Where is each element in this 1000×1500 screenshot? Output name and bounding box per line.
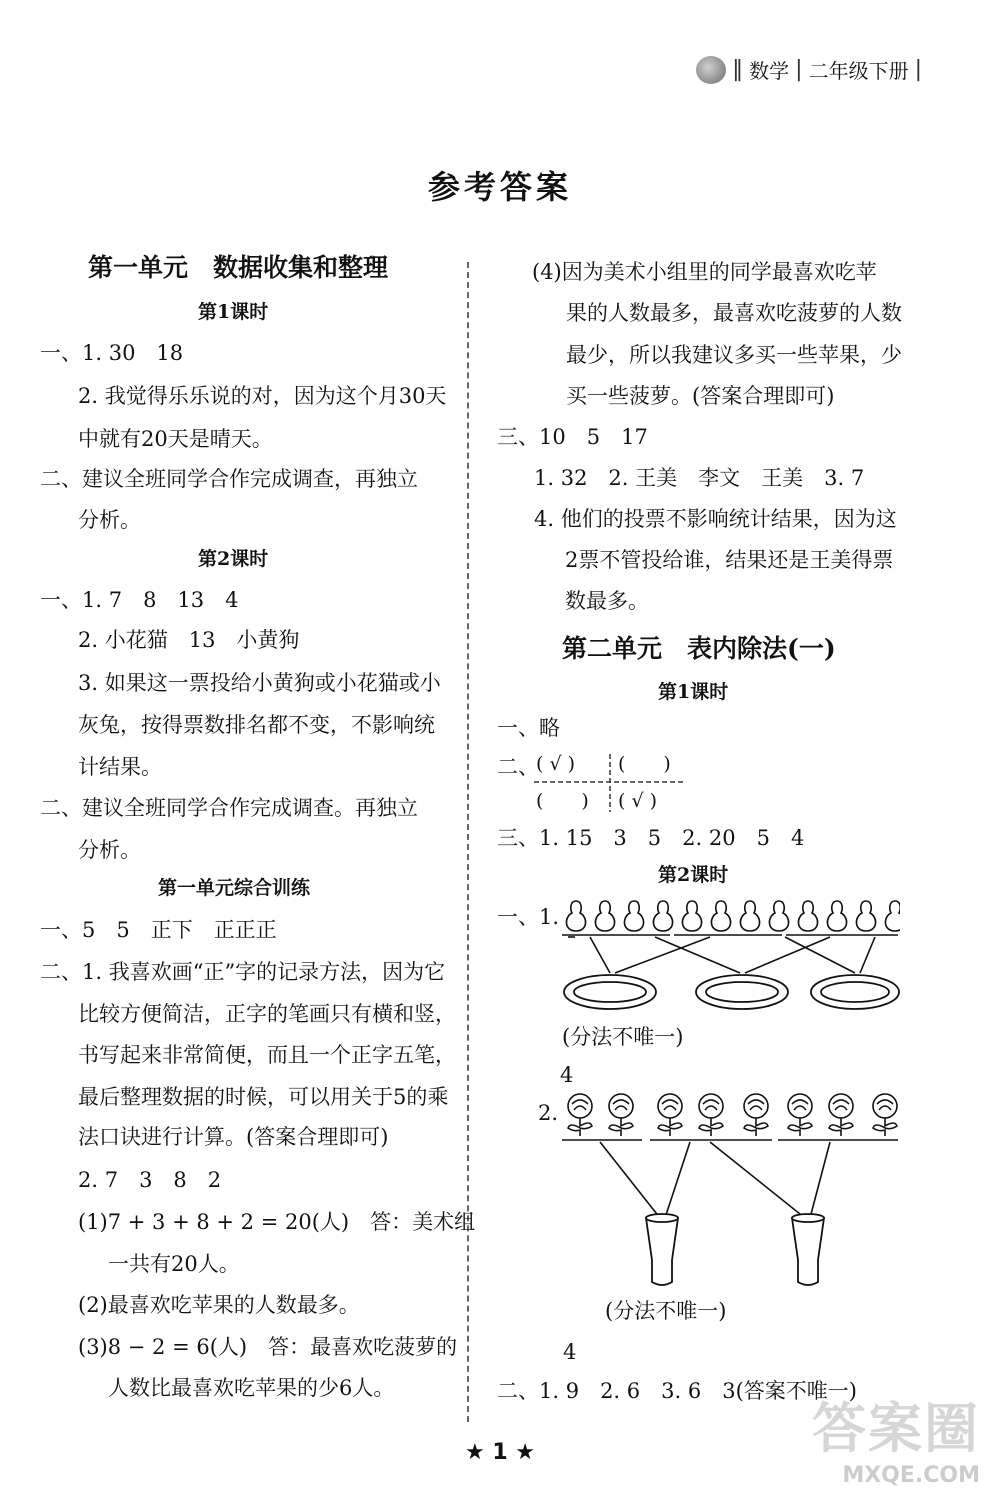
rose-icon (699, 1094, 723, 1136)
diagram-number: 4 (563, 1340, 577, 1364)
answer-line: 一、1. (497, 905, 560, 929)
answer-line: 2票不管投给谁，结果还是王美得票 (565, 548, 894, 572)
answer-line: 1. 32 2. 王美 李文 王美 3. 7 (534, 466, 865, 490)
box-bottom-right: ( √ ) (618, 790, 658, 812)
diagram-note: (分法不唯一) (562, 1025, 684, 1049)
answer-line: 果的人数最多，最喜欢吃菠萝的人数 (566, 301, 902, 325)
answer-line: 二、建议全班同学合作完成调查。再独立 (40, 796, 418, 820)
rose-icon (873, 1094, 897, 1136)
answer-line: 书写起来非常简便，而且一个正字五笔， (78, 1043, 456, 1067)
pear-icon (740, 901, 759, 931)
answer-line: 分析。 (78, 838, 141, 862)
pear-icon (856, 901, 875, 931)
column-divider (467, 262, 469, 1422)
answer-line: 灰兔，按得票数排名都不变，不影响统 (78, 713, 435, 737)
answer-line: (3)8 − 2 = 6(人) 答：最喜欢吃菠萝的 (78, 1335, 458, 1359)
answer-line: 二、 (497, 755, 539, 779)
answer-line: 买一些菠萝。(答案合理即可) (566, 384, 835, 408)
page-number: ★ 1 ★ (464, 1440, 536, 1465)
diagram-note: (分法不唯一) (605, 1299, 727, 1323)
rose-icon (744, 1094, 768, 1136)
diagram-number: 4 (560, 1063, 574, 1087)
watermark-logo: 答案圈 MXQE.COM (812, 1397, 980, 1488)
answer-line: 4. 他们的投票不影响统计结果，因为这 (534, 507, 897, 531)
answer-line: 一共有20人。 (108, 1252, 240, 1276)
answer-grid-icon (530, 752, 690, 814)
pear-icon (769, 901, 788, 931)
unit2-title: 第二单元 表内除法(一) (562, 634, 836, 663)
answer-line: 2. (538, 1101, 559, 1125)
unit1-title: 第一单元 数据收集和整理 (88, 253, 389, 282)
lesson-title: 第2课时 (198, 548, 269, 570)
mascot-logo-icon (696, 56, 726, 84)
answer-line: 二、建议全班同学合作完成调查，再独立 (40, 467, 418, 491)
roses-vases-diagram (560, 1090, 900, 1295)
pear-icon (711, 901, 730, 931)
lesson-title: 第1课时 (198, 301, 269, 323)
answer-line: 一、1. 30 18 (40, 341, 184, 365)
page-title: 参考答案 (427, 168, 572, 206)
answer-line: 计结果。 (78, 755, 162, 779)
pear-icon (682, 901, 701, 931)
rose-icon (788, 1094, 812, 1136)
answer-line: 3. 如果这一票投给小黄狗或小花猫或小 (78, 671, 441, 695)
answer-line: (2)最喜欢吃苹果的人数最多。 (78, 1293, 360, 1317)
answer-line: 分析。 (78, 508, 141, 532)
pears-plates-diagram (560, 895, 900, 1025)
pear-icon (595, 901, 614, 931)
answer-line: 比较方便简洁，正字的笔画只有横和竖， (78, 1002, 456, 1026)
page-header: ‖ 数学 | 二年级下册 | (696, 55, 922, 84)
lesson-title: 第2课时 (658, 864, 729, 886)
pear-icon (653, 901, 672, 931)
pear-icon (566, 901, 585, 931)
pear-icon (798, 901, 817, 931)
answer-line: 二、1. 9 2. 6 3. 6 3(答案不唯一) (497, 1379, 857, 1403)
review-title: 第一单元综合训练 (158, 877, 311, 899)
pear-icon (885, 901, 900, 931)
answer-line: (1)7 + 3 + 8 + 2 = 20(人) 答：美术组 (78, 1210, 476, 1234)
rose-icon (568, 1094, 592, 1136)
rose-icon (658, 1094, 682, 1136)
pear-icon (827, 901, 846, 931)
lesson-title: 第1课时 (658, 681, 729, 703)
answer-line: 人数比最喜欢吃苹果的少6人。 (108, 1376, 395, 1400)
answer-line: 数最多。 (565, 589, 649, 613)
answer-line: (4)因为美术小组里的同学最喜欢吃苹 (532, 260, 877, 284)
answer-line: 最后整理数据的时候，可以用关于5的乘 (78, 1085, 449, 1109)
answer-line: 2. 我觉得乐乐说的对，因为这个月30天 (78, 384, 447, 408)
answer-line: 二、1. 我喜欢画“正”字的记录方法，因为它 (40, 960, 446, 984)
answer-line: 一、略 (497, 716, 560, 740)
box-bottom-left: ( ) (536, 790, 589, 812)
answer-line: 一、5 5 正下 正正正 (40, 918, 277, 942)
header-subject: 数学 (749, 59, 790, 83)
answer-line: 三、10 5 17 (497, 425, 648, 449)
header-grade: 二年级下册 (808, 59, 909, 83)
pear-icon (624, 901, 643, 931)
rose-icon (609, 1094, 633, 1136)
box-top-right: ( ) (618, 753, 671, 775)
answer-line: 法口诀进行计算。(答案合理即可) (78, 1125, 389, 1149)
box-top-left: ( √ ) (536, 753, 576, 775)
answer-line: 最少，所以我建议多买一些苹果，少 (566, 343, 902, 367)
answer-line: 三、1. 15 3 5 2. 20 5 4 (497, 826, 805, 850)
answer-line: 一、1. 7 8 13 4 (40, 588, 239, 612)
rose-icon (829, 1094, 853, 1136)
answer-line: 中就有20天是晴天。 (78, 427, 273, 451)
answer-line: 2. 小花猫 13 小黄狗 (78, 628, 300, 652)
answer-line: 2. 7 3 8 2 (78, 1168, 222, 1192)
